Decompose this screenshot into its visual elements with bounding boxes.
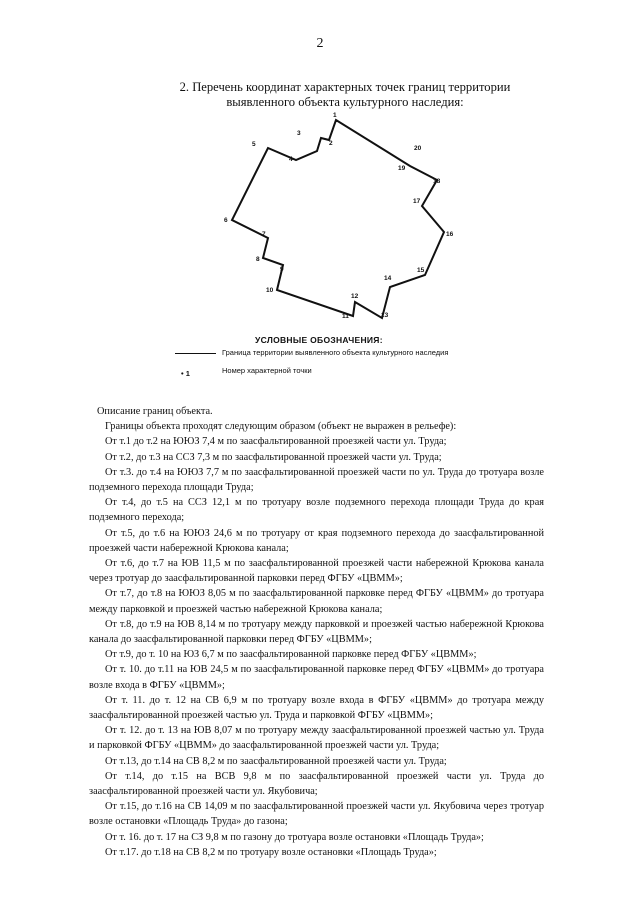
- heading-line-1: 2. Перечень координат характерных точек границ территории: [179, 80, 511, 94]
- point-label: 19: [398, 165, 406, 172]
- boundary-plan: [0, 0, 640, 330]
- point-label: 2: [329, 140, 333, 147]
- boundary-description: [89, 404, 544, 860]
- description-paragraph: От т.6, до т.7 на ЮВ 11,5 м по заасфальтированной проезжей части набережной Крюкова канала через тротуар до заасфальтированной парковки перед ФГБУ «ЦВММ»;: [89, 558, 544, 585]
- point-label: 12: [351, 293, 359, 300]
- legend-point-label: Номер характерной точки: [222, 366, 312, 375]
- point-label: 3: [297, 130, 301, 137]
- point-label: 7: [262, 231, 266, 238]
- point-label: 10: [266, 287, 274, 294]
- description-paragraph: От т. 12. до т. 13 на ЮВ 8,07 м по тротуару между заасфальтированной проезжей частью ул. Труда и парковкой ФГБУ «ЦВММ» до заасфальтированной проезжей части ул. Труда;: [89, 725, 544, 752]
- description-paragraph: От т.3. до т.4 на ЮЮЗ 7,7 м по заасфальтированной проезжей части по ул. Труда до тротуара возле подземного перехода площади Труда;: [89, 466, 544, 494]
- point-label: 15: [417, 267, 425, 274]
- legend-boundary-line: [175, 353, 216, 354]
- point-label: 20: [414, 145, 422, 152]
- boundary-polygon: [232, 120, 444, 318]
- description-paragraph: От т.5, до т.6 на ЮЮЗ 24,6 м по тротуару от края подземного перехода до заасфальтированной проезжей части набережной Крюкова канала;: [89, 527, 544, 554]
- description-title: Описание границ объекта.: [97, 406, 213, 417]
- description-paragraph: От т. 16. до т. 17 на СЗ 9,8 м по газону до тротуара возле остановки «Площадь Труда»;: [105, 831, 484, 843]
- description-paragraph: От т.1 до т.2 на ЮЮЗ 7,4 м по заасфальтированной проезжей части ул. Труда;: [105, 436, 447, 448]
- point-label: 17: [413, 198, 421, 205]
- legend-point-mark: • 1: [181, 369, 190, 378]
- point-label: 14: [384, 275, 392, 282]
- description-paragraph: От т.4, до т.5 на ССЗ 12,1 м по тротуару возле подземного перехода площади Труда до края подземного перехода;: [89, 497, 544, 524]
- description-paragraph: От т.17. до т.18 на СВ 8,2 м по тротуару возле остановки «Площадь Труда»;: [105, 846, 437, 858]
- description-paragraph: От т.14, до т.15 на ВСВ 9,8 м по заасфальтированной проезжей части ул. Труда до заасфальтированной проезжей части ул. Якубовича;: [89, 770, 544, 798]
- point-label: 4: [289, 156, 293, 163]
- point-label: 6: [224, 217, 228, 224]
- description-paragraph: От т.8, до т.9 на ЮВ 8,14 м по тротуару между парковкой и проезжей частью набережной Крюкова канала до заасфальтированной парковки перед ФГБУ «ЦВММ»;: [89, 618, 544, 646]
- description-paragraph: Границы объекта проходят следующим образом (объект не выражен в рельефе):: [105, 421, 457, 433]
- description-paragraph: От т.2, до т.3 на ССЗ 7,3 м по заасфальтированной проезжей части ул. Труда;: [105, 451, 442, 463]
- point-label: 11: [342, 313, 349, 320]
- legend-boundary-label: Граница территории выявленного объекта культурного наследия: [222, 348, 449, 357]
- point-label: 13: [381, 312, 389, 319]
- point-label: 18: [433, 178, 441, 185]
- description-paragraph: От т.15, до т.16 на СВ 14,09 м по заасфальтированной проезжей части ул. Якубовича через тротуар возле остановки «Площадь Труда» до газона;: [89, 801, 544, 828]
- point-label: 5: [252, 141, 256, 148]
- point-label: 16: [446, 231, 454, 238]
- point-label: 1: [333, 112, 337, 119]
- point-label: 9: [280, 266, 284, 273]
- description-paragraph: От т. 10. до т.11 на ЮВ 24,5 м по заасфальтированной парковке перед ФГБУ «ЦВММ» до тротуара возле входа в ФГБУ «ЦВММ»;: [89, 664, 544, 691]
- heading-line-2: выявленного объекта культурного наследия:: [226, 95, 464, 109]
- description-paragraph: От т. 11. до т. 12 на СВ 6,9 м по тротуару возле входа в ФГБУ «ЦВММ» до тротуара между заасфальтированной проезжей частью ул. Труда и парковкой ФГБУ «ЦВММ»;: [89, 694, 544, 722]
- point-label: 8: [256, 256, 260, 263]
- description-paragraph: От т.9, до т. 10 на ЮЗ 6,7 м по заасфальтированной парковке перед ФГБУ «ЦВММ»;: [105, 649, 477, 661]
- description-paragraph: От т.13, до т.14 на СВ 8,2 м по заасфальтированной проезжей части ул. Труда;: [105, 755, 447, 767]
- legend-title: УСЛОВНЫЕ ОБОЗНАЧЕНИЯ:: [255, 335, 383, 345]
- description-paragraph: От т.7, до т.8 на ЮЮЗ 8,05 м по заасфальтированной парковке перед ФГБУ «ЦВММ» до тротуара между парковкой и проезжей частью набережной Крюкова канала;: [89, 588, 544, 615]
- page-number: 2: [316, 36, 324, 51]
